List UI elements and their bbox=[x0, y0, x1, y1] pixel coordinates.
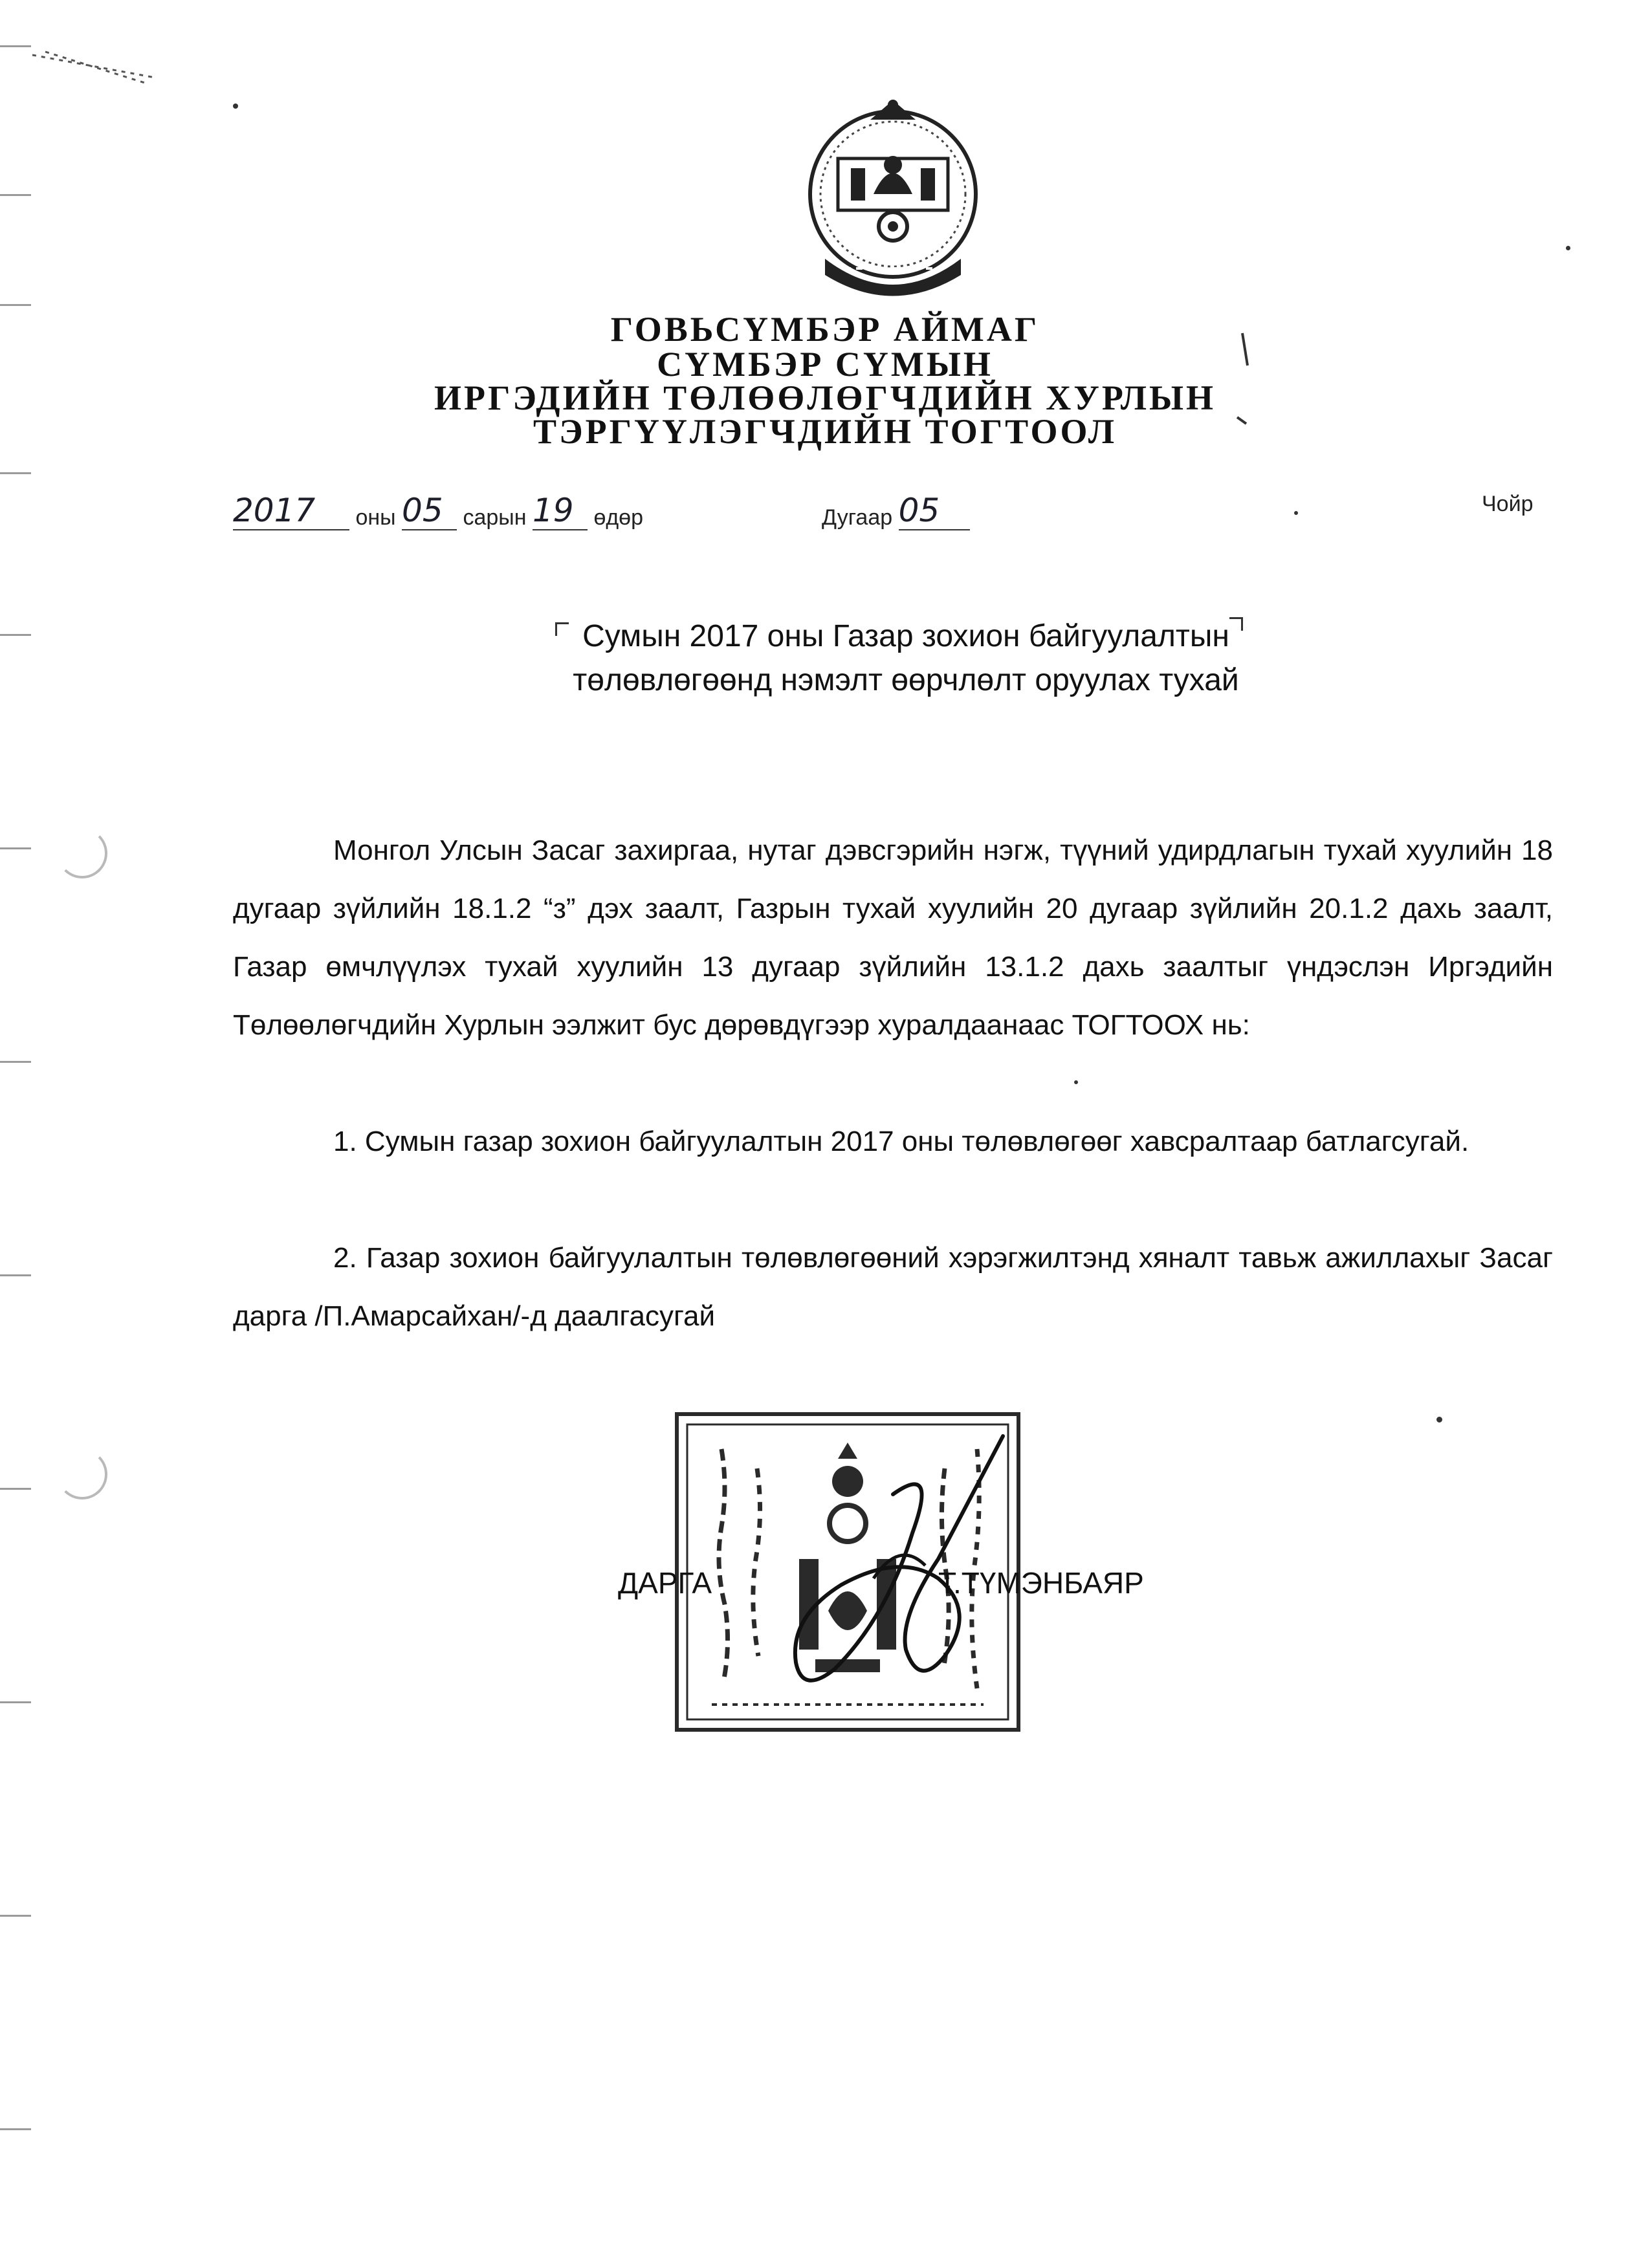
date-day-suffix: өдөр bbox=[593, 505, 644, 530]
header-aimag: ГОВЬСҮМБЭР АЙМАГ bbox=[610, 310, 1040, 349]
state-emblem-icon bbox=[799, 97, 987, 311]
resolution-item-2: 2. Газар зохион байгуулалтын төлөвлөгөөний хэрэгжилтэнд хяналт тавьж ажиллахыг Засаг дарга /П.Амарсайхан/-д даалгасугай bbox=[233, 1242, 1553, 1332]
margin-tick bbox=[0, 1274, 31, 1276]
header-council: ИРГЭДИЙН ТӨЛӨӨЛӨГЧДИЙН ХУРЛЫН bbox=[434, 378, 1216, 417]
speck bbox=[1436, 1417, 1442, 1423]
margin-tick bbox=[0, 1061, 31, 1063]
speck bbox=[1294, 511, 1298, 515]
margin-tick bbox=[0, 2128, 31, 2130]
header-sum: СҮМБЭР СҮМЫН bbox=[657, 345, 993, 384]
handwritten-signature-icon bbox=[744, 1423, 1042, 1701]
scan-noise bbox=[26, 39, 175, 97]
title-line-2: төлөвлөгөөнд нэмэлт өөрчлөлт оруулах тухай bbox=[573, 663, 1239, 697]
place-name: Чойр bbox=[1482, 492, 1534, 516]
margin-tick bbox=[0, 847, 31, 849]
date-day: 19 bbox=[533, 492, 588, 530]
margin-tick bbox=[0, 634, 31, 636]
speck bbox=[1074, 1080, 1078, 1084]
number-label: Дугаар bbox=[822, 505, 893, 530]
punch-hole bbox=[57, 1449, 107, 1499]
date-year-suffix: оны bbox=[355, 505, 396, 530]
date-field bbox=[233, 492, 643, 530]
resolution-item-1: 1. Сумын газар зохион байгуулалтын 2017 оны төлөвлөгөөг хавсралтаар батлагсугай. bbox=[333, 1126, 1469, 1157]
margin-tick bbox=[0, 304, 31, 306]
margin-tick bbox=[0, 472, 31, 474]
signatory-title: ДАРГА bbox=[618, 1566, 712, 1600]
speck bbox=[233, 104, 238, 109]
margin-tick bbox=[0, 194, 31, 196]
punch-hole bbox=[57, 828, 107, 878]
margin-tick bbox=[0, 1701, 31, 1703]
header-resolution: ТЭРГҮҮЛЭГЧДИЙН ТОГТООЛ bbox=[533, 412, 1117, 451]
date-month: 05 bbox=[402, 492, 457, 530]
margin-tick bbox=[0, 1915, 31, 1917]
date-year: 2017 bbox=[233, 492, 349, 530]
speck bbox=[1566, 246, 1570, 250]
number-field bbox=[822, 492, 970, 530]
date-month-suffix: сарын bbox=[463, 505, 527, 530]
margin-tick bbox=[0, 1488, 31, 1490]
number-value: 05 bbox=[899, 492, 970, 530]
signatory-name: Т.ТҮМЭНБАЯР bbox=[938, 1566, 1144, 1600]
preamble-paragraph: Монгол Улсын Засаг захиргаа, нутаг дэвсгэрийн нэгж, түүний удирдлагын тухай хуулийн 18 дугаар зүйлийн 18.1.2 “з” дэх заалт, Газрын тухай хуулийн 20 дугаар зүйлийн 20.1.2 дахь заалт, Газар өмчлүүлэх тухай хуулийн 13 дугаар зүйлийн 13.1.2 дахь заалтыг үндэслэн Иргэдийн Төлөөлөгчдийн Хурлын ээлжит бус дөрөвдүгээр хуралдаанаас ТОГТООХ нь: bbox=[233, 834, 1553, 1041]
title-line-1: Сумын 2017 оны Газар зохион байгуулалтын bbox=[582, 619, 1229, 653]
